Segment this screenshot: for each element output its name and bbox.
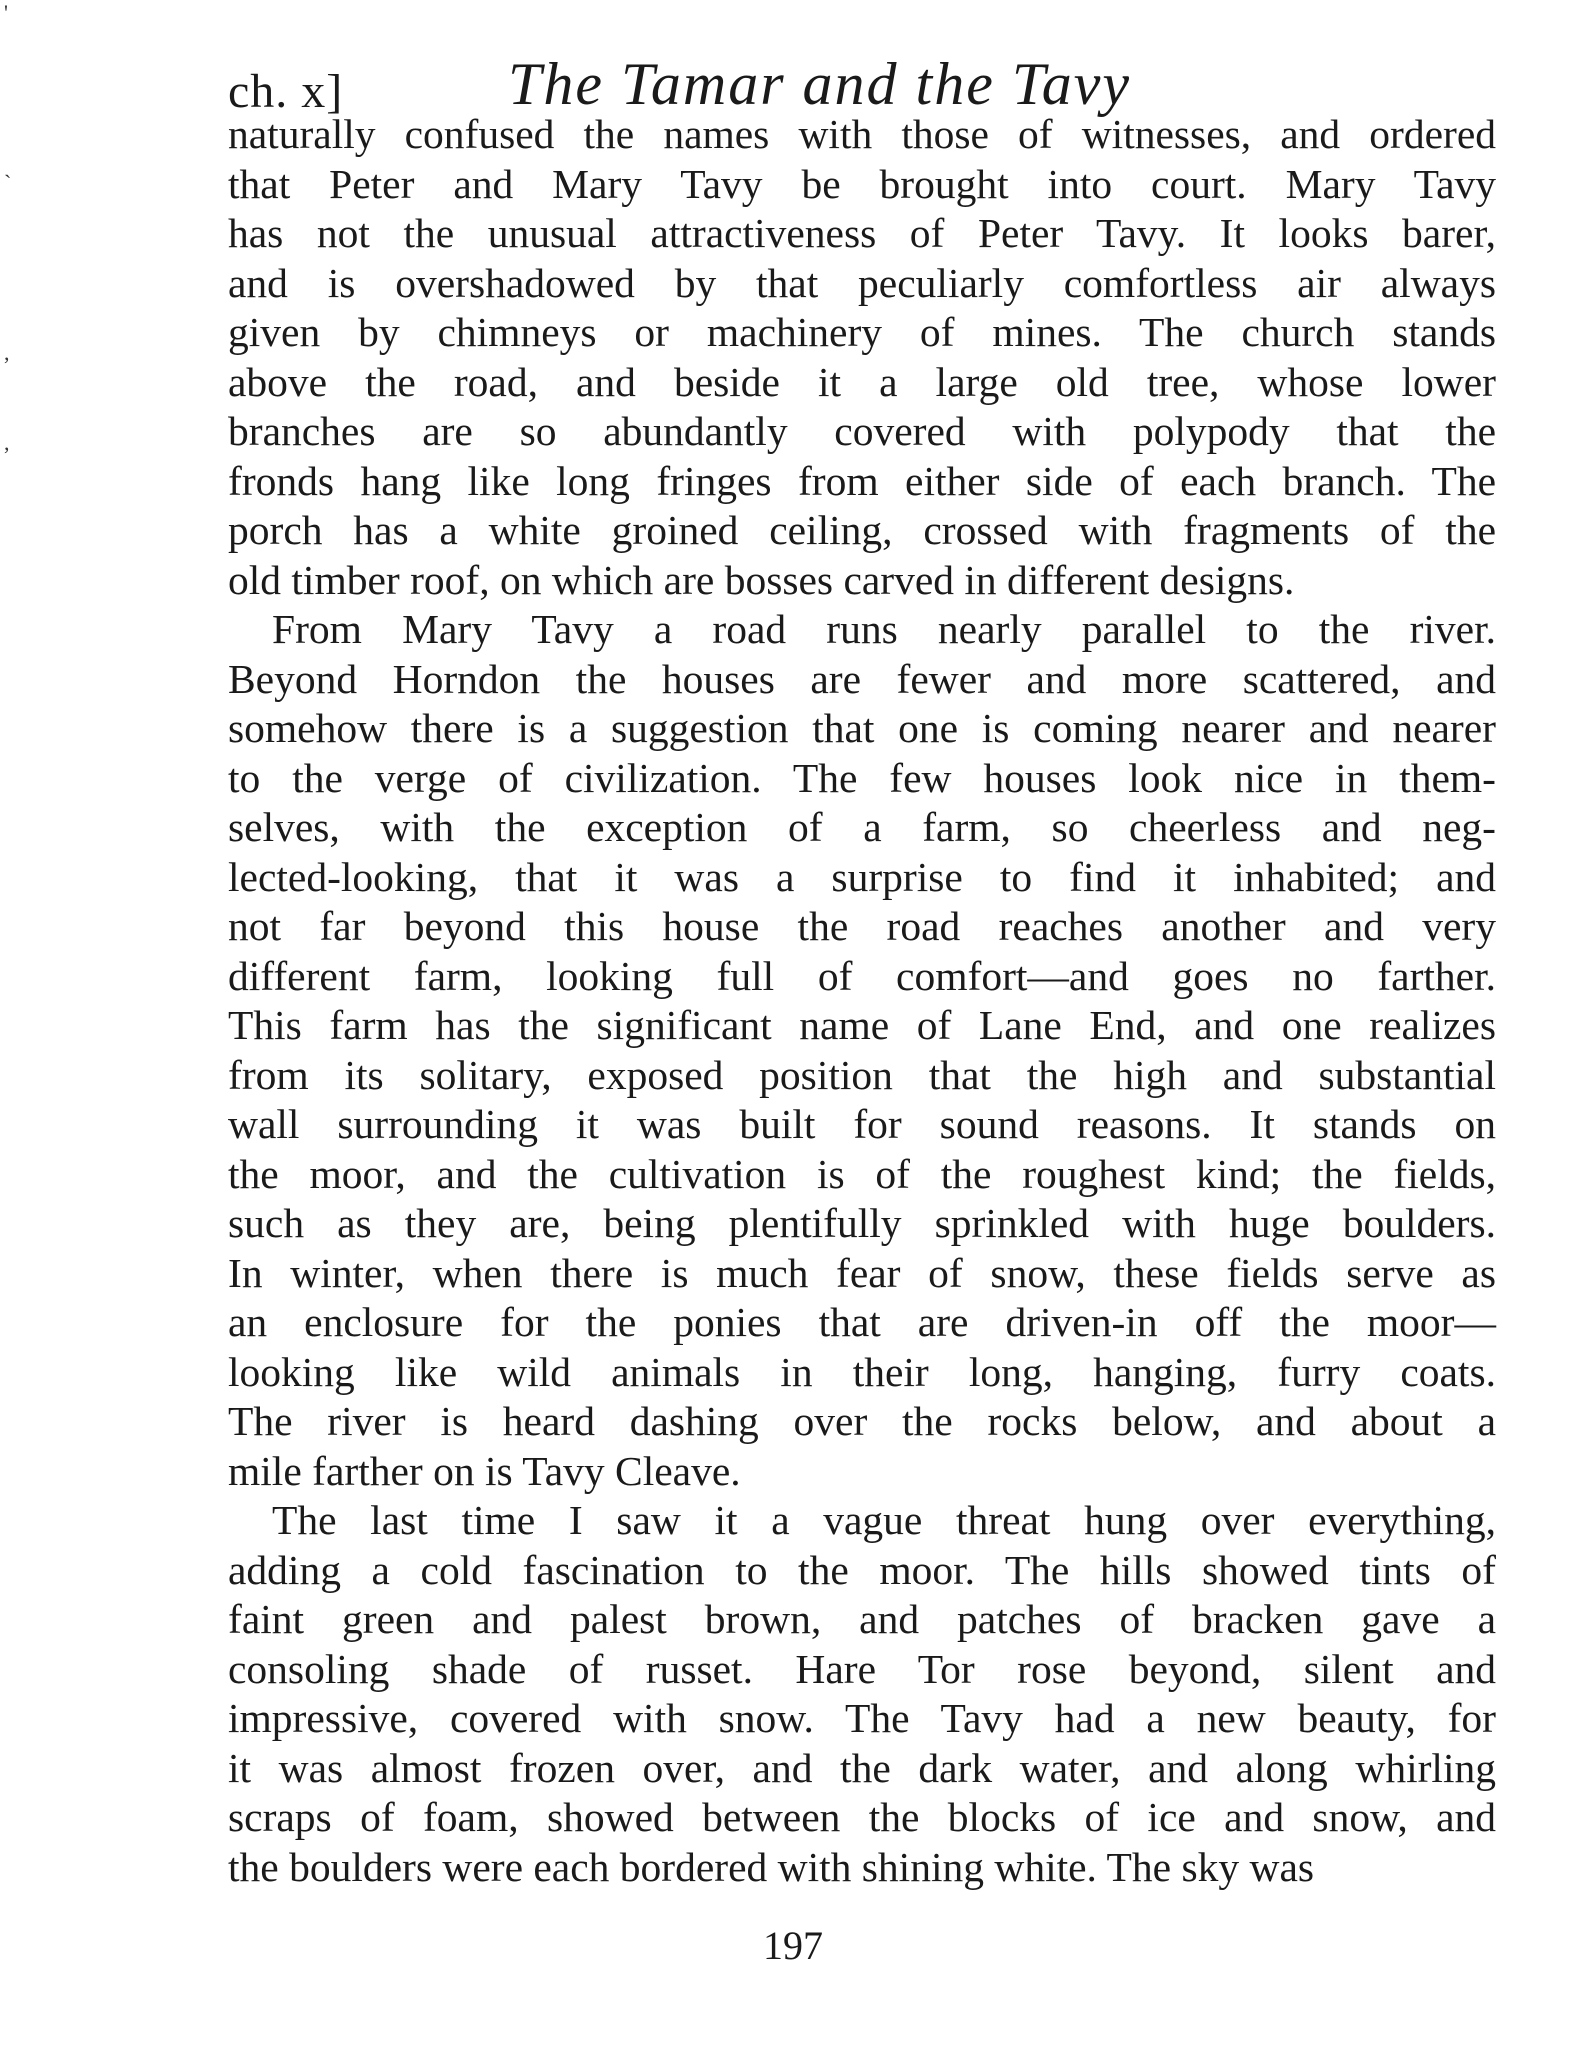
chapter-reference: ch. x] bbox=[228, 65, 344, 118]
text-line: has not the unusual attractiveness of Peter Tavy. It looks barer, bbox=[228, 210, 1496, 256]
paragraph bbox=[228, 1496, 1496, 1892]
margin-mark: ` bbox=[4, 170, 12, 195]
text-line: and is overshadowed by that peculiarly comfortless air always bbox=[228, 259, 1496, 306]
text-line: selves, with the exception of a farm, so cheerless and neg- bbox=[228, 804, 1496, 850]
text-line: to the verge of civilization. The few houses look nice in them- bbox=[228, 754, 1496, 801]
margin-mark: , bbox=[4, 340, 10, 365]
text-line: In winter, when there is much fear of snow, these fields serve as bbox=[228, 1249, 1496, 1296]
text-line: porch has a white groined ceiling, crossed with fragments of the bbox=[228, 507, 1496, 553]
text-line: given by chimneys or machinery of mines. The church stands bbox=[228, 309, 1496, 355]
text-line: looking like wild animals in their long, hanging, furry coats. bbox=[228, 1348, 1496, 1395]
text-line: wall surrounding it was built for sound reasons. It stands on bbox=[228, 1101, 1496, 1147]
text-line: The last time I saw it a vague threat hung over everything, bbox=[272, 1497, 1496, 1543]
text-line: the moor, and the cultivation is of the roughest kind; the fields, bbox=[228, 1150, 1496, 1197]
text-line: From Mary Tavy a road runs nearly parallel to the river. bbox=[272, 606, 1496, 652]
text-line: somehow there is a suggestion that one is coming nearer and nearer bbox=[228, 705, 1496, 751]
text-line: naturally confused the names with those of witnesses, and ordered bbox=[228, 111, 1496, 157]
text-line: branches are so abundantly covered with polypody that the bbox=[228, 408, 1496, 454]
text-line: fronds hang like long fringes from either side of each branch. The bbox=[228, 457, 1496, 504]
text-line: scraps of foam, showed between the blocks of ice and snow, and bbox=[228, 1794, 1496, 1840]
text-line: mile farther on is Tavy Cleave. bbox=[228, 1447, 741, 1494]
paragraph bbox=[228, 605, 1496, 1496]
page-number: 197 bbox=[763, 1923, 823, 1968]
text-line: such as they are, being plentifully sprinkled with huge boulders. bbox=[228, 1200, 1496, 1246]
text-line: impressive, covered with snow. The Tavy had a new beauty, for bbox=[228, 1695, 1496, 1741]
text-line: above the road, and beside it a large old tree, whose lower bbox=[228, 358, 1496, 405]
text-line: it was almost frozen over, and the dark water, and along whirling bbox=[228, 1744, 1496, 1791]
text-line: The river is heard dashing over the rocks below, and about a bbox=[228, 1398, 1496, 1444]
text-line: not far beyond this house the road reaches another and very bbox=[228, 903, 1496, 949]
text-line: faint green and palest brown, and patches of bracken gave a bbox=[228, 1596, 1496, 1642]
text-line: lected-looking, that it was a surprise to find it inhabited; and bbox=[228, 853, 1496, 900]
text-line: from its solitary, exposed position that the high and substantial bbox=[228, 1051, 1496, 1098]
text-line: adding a cold fascination to the moor. The hills showed tints of bbox=[228, 1546, 1496, 1593]
text-line: that Peter and Mary Tavy be brought into court. Mary Tavy bbox=[228, 160, 1496, 207]
margin-mark: ' bbox=[4, 0, 8, 25]
paragraph bbox=[228, 110, 1496, 605]
text-line: different farm, looking full of comfort—and goes no farther. bbox=[228, 952, 1496, 999]
text-line: the boulders were each bordered with shining white. The sky was bbox=[228, 1843, 1315, 1890]
body-text bbox=[228, 110, 1496, 1892]
book-title: The Tamar and the Tavy bbox=[508, 51, 1131, 117]
text-line: This farm has the significant name of Lane End, and one realizes bbox=[228, 1002, 1496, 1048]
text-line: consoling shade of russet. Hare Tor rose beyond, silent and bbox=[228, 1645, 1496, 1692]
text-line: old timber roof, on which are bosses carved in different designs. bbox=[228, 556, 1295, 603]
text-line: an enclosure for the ponies that are driven-in off the moor— bbox=[228, 1299, 1496, 1345]
text-line: Beyond Horndon the houses are fewer and more scattered, and bbox=[228, 655, 1496, 702]
margin-mark: , bbox=[4, 430, 10, 455]
